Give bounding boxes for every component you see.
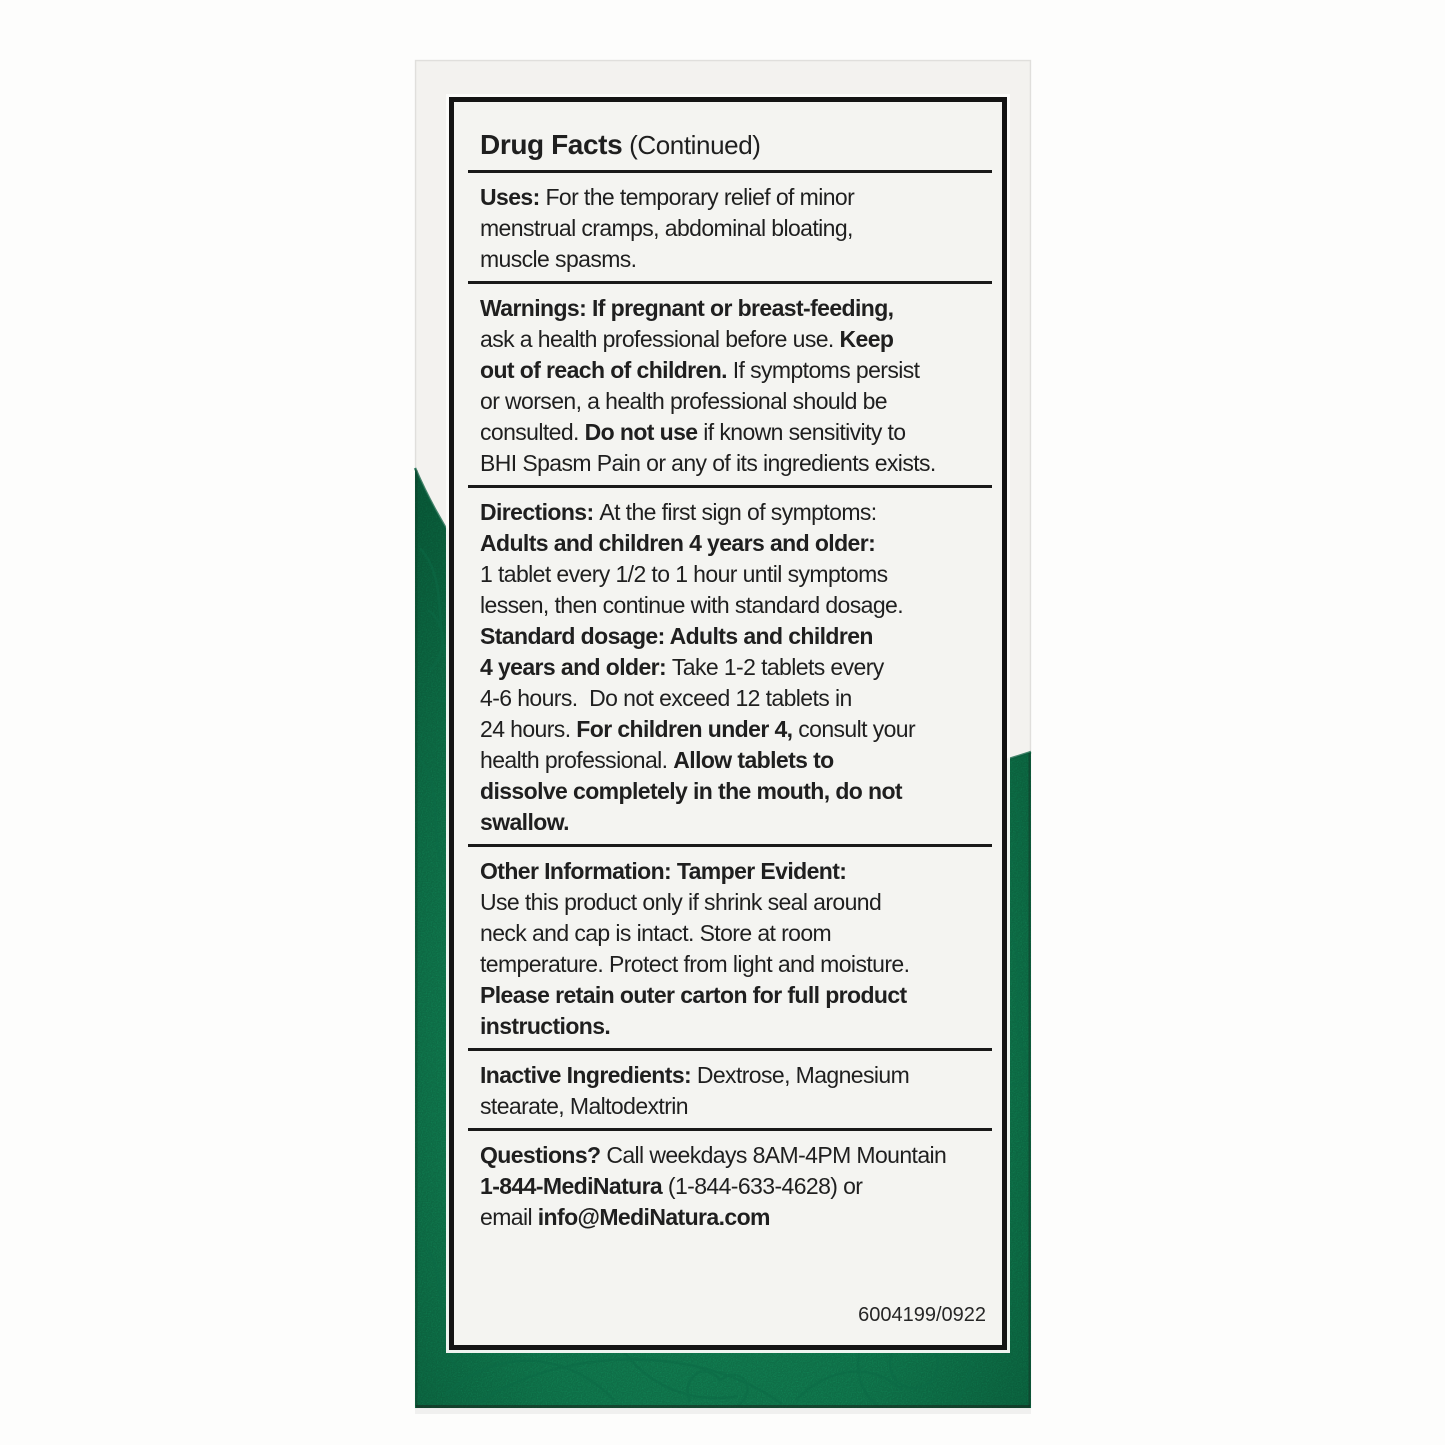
warnings-text: Do not use bbox=[584, 419, 704, 445]
directions-text: 4 years and older: bbox=[480, 654, 672, 680]
warnings-line bbox=[480, 386, 990, 417]
inactive-ingredients-line bbox=[480, 1091, 990, 1122]
heading-text: (Continued) bbox=[622, 130, 761, 160]
questions-line bbox=[480, 1140, 990, 1171]
section-heading bbox=[480, 126, 990, 164]
warnings-text: if known sensitivity to bbox=[703, 419, 906, 445]
uses-line bbox=[480, 213, 990, 244]
warnings-text: consulted. bbox=[480, 419, 585, 445]
uses-text: Uses: bbox=[480, 184, 546, 210]
directions-line bbox=[480, 590, 990, 621]
section-warnings bbox=[480, 293, 990, 479]
heading-text: Drug Facts bbox=[480, 129, 623, 160]
warnings-text: ask a health professional before use. bbox=[480, 326, 840, 352]
directions-text: 24 hours. bbox=[480, 716, 577, 742]
heading-line bbox=[480, 126, 990, 164]
directions-line bbox=[480, 528, 990, 559]
warnings-line bbox=[480, 417, 990, 448]
directions-text: consult your bbox=[798, 716, 916, 742]
drug-facts-content bbox=[454, 102, 1002, 1345]
questions-text: Questions? bbox=[480, 1142, 607, 1168]
uses-text: For the temporary relief of minor bbox=[545, 184, 855, 210]
directions-line bbox=[480, 714, 990, 745]
directions-line bbox=[480, 683, 990, 714]
drug-facts-panel bbox=[449, 97, 1007, 1350]
questions-text: 1-844-MediNatura bbox=[480, 1173, 668, 1199]
directions-text: Directions: bbox=[480, 499, 600, 525]
section-directions bbox=[480, 497, 990, 838]
directions-text: 1 tablet every 1/2 to 1 hour until symptoms bbox=[480, 561, 888, 587]
inactive-ingredients-text: Dextrose, Magnesium bbox=[696, 1062, 910, 1088]
directions-line bbox=[480, 559, 990, 590]
lot-code: 6004199/0922 bbox=[858, 1304, 986, 1326]
other-information-line bbox=[480, 980, 990, 1011]
uses-text: menstrual cramps, abdominal bloating, bbox=[480, 215, 853, 241]
other-information-line bbox=[480, 856, 990, 887]
inactive-ingredients-line bbox=[480, 1060, 990, 1091]
section-divider bbox=[468, 1048, 992, 1051]
questions-text: Call weekdays 8AM-4PM Mountain bbox=[606, 1142, 947, 1168]
directions-text: dissolve completely in the mouth, do not bbox=[480, 778, 902, 804]
other-information-line bbox=[480, 887, 990, 918]
warnings-line bbox=[480, 355, 990, 386]
section-other-information bbox=[480, 856, 990, 1042]
directions-text: swallow. bbox=[480, 809, 569, 835]
other-information-line bbox=[480, 918, 990, 949]
warnings-text: Keep bbox=[839, 326, 894, 352]
section-divider bbox=[468, 170, 992, 173]
section-divider bbox=[468, 485, 992, 488]
warnings-text: If symptoms persist bbox=[732, 357, 920, 383]
uses-line bbox=[480, 244, 990, 275]
warnings-text: or worsen, a health professional should be bbox=[480, 388, 887, 414]
questions-line bbox=[480, 1171, 990, 1202]
directions-text: Take 1-2 tablets every bbox=[671, 654, 884, 680]
uses-line bbox=[480, 182, 990, 213]
warnings-text: out of reach of children. bbox=[480, 357, 733, 383]
directions-line bbox=[480, 745, 990, 776]
other-information-line bbox=[480, 949, 990, 980]
directions-text: For children under 4, bbox=[576, 716, 799, 742]
directions-text: lessen, then continue with standard dosage. bbox=[480, 592, 904, 618]
directions-line bbox=[480, 497, 990, 528]
section-divider bbox=[468, 281, 992, 284]
other-information-text: instructions. bbox=[480, 1013, 611, 1039]
other-information-text: Use this product only if shrink seal around bbox=[480, 889, 882, 915]
uses-text: muscle spasms. bbox=[480, 246, 637, 272]
other-information-text: Other Information: Tamper Evident: bbox=[480, 858, 847, 884]
warnings-text: BHI Spasm Pain or any of its ingredients exists. bbox=[480, 450, 936, 476]
questions-line bbox=[480, 1202, 990, 1233]
drug-facts-sections bbox=[480, 126, 990, 1233]
directions-text: health professional. bbox=[480, 747, 674, 773]
questions-text: (1-844-633-4628) or bbox=[667, 1173, 863, 1199]
directions-text: At the first sign of symptoms: bbox=[599, 499, 877, 525]
warnings-line bbox=[480, 293, 990, 324]
other-information-text: Please retain outer carton for full product bbox=[480, 982, 907, 1008]
warnings-line bbox=[480, 448, 990, 479]
section-inactive-ingredients bbox=[480, 1060, 990, 1122]
directions-text: 4-6 hours. Do not exceed 12 tablets in bbox=[480, 685, 852, 711]
section-uses bbox=[480, 182, 990, 275]
warnings-line bbox=[480, 324, 990, 355]
directions-line bbox=[480, 652, 990, 683]
section-questions bbox=[480, 1140, 990, 1233]
section-divider bbox=[468, 844, 992, 847]
warnings-text: Warnings: If pregnant or breast-feeding, bbox=[480, 295, 894, 321]
questions-text: email bbox=[480, 1204, 538, 1230]
other-information-text: temperature. Protect from light and moisture. bbox=[480, 951, 910, 977]
inactive-ingredients-text: stearate, Maltodextrin bbox=[480, 1093, 688, 1119]
questions-text: info@MediNatura.com bbox=[537, 1204, 770, 1230]
directions-text: Allow tablets to bbox=[673, 747, 834, 773]
section-divider bbox=[468, 1128, 992, 1131]
directions-line bbox=[480, 807, 990, 838]
directions-text: Standard dosage: Adults and children bbox=[480, 623, 873, 649]
directions-text: Adults and children 4 years and older: bbox=[480, 530, 876, 556]
directions-line bbox=[480, 776, 990, 807]
other-information-line bbox=[480, 1011, 990, 1042]
other-information-text: neck and cap is intact. Store at room bbox=[480, 920, 832, 946]
directions-line bbox=[480, 621, 990, 652]
inactive-ingredients-text: Inactive Ingredients: bbox=[480, 1062, 697, 1088]
